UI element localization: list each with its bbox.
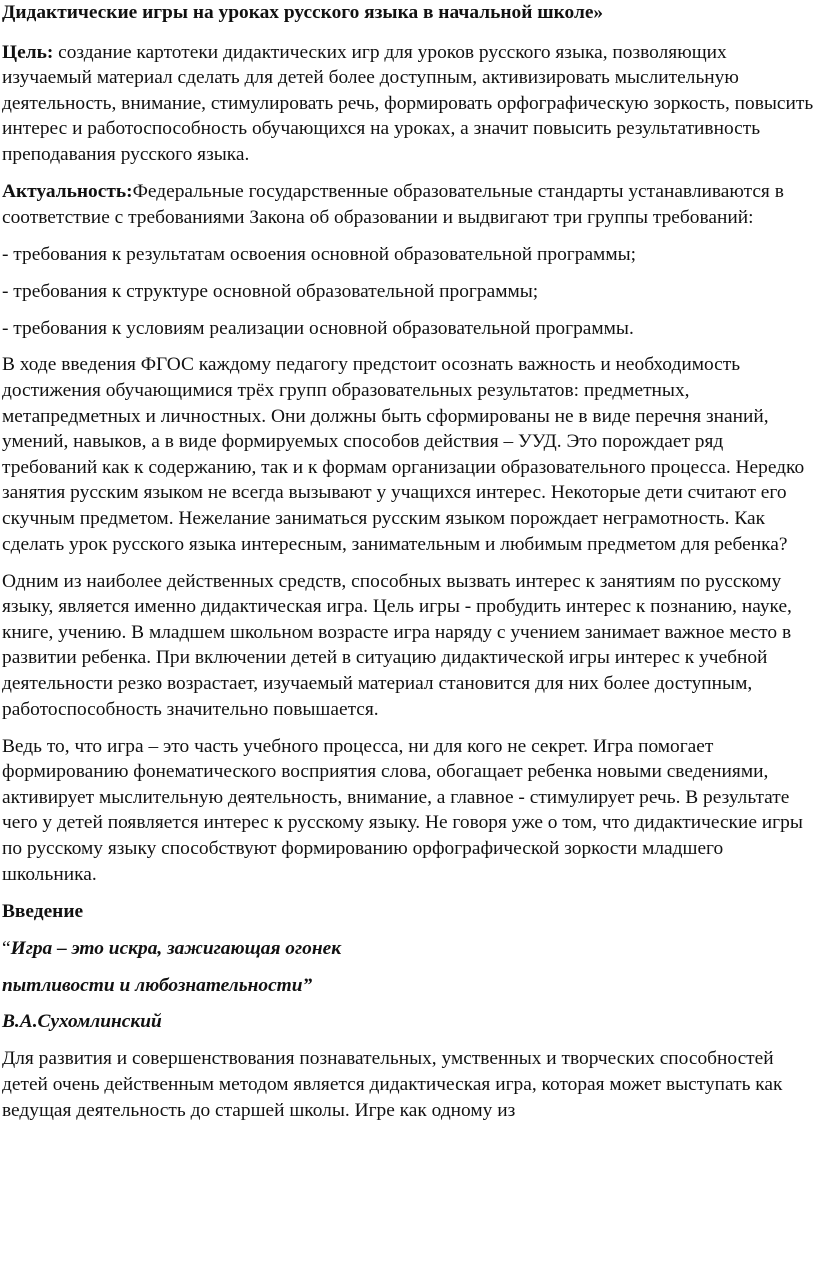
body-paragraph: Одним из наиболее действенных средств, способных вызвать интерес к занятиям по русскому языку, является именно дидактическая игра. Цель игры - пробудить интерес к познанию, науке, книге, учению. В младшем школьном возрасте игра наряду с учением занимает важное место в развитии ребенка. При включении детей в ситуацию дидактической игры интерес к учебной деятельности резко возрастает, изучаемый материал становится для них более доступным, работоспособность значительно повышается. — [2, 570, 792, 720]
requirement-item: - требования к условиям реализации основной образовательной программы. — [2, 317, 634, 339]
close-quote: ” — [302, 974, 313, 996]
goal-paragraph — [2, 40, 814, 168]
requirement-item: - требования к результатам освоения основной образовательной программы; — [2, 243, 637, 265]
final-paragraph: Для развития и совершенствования познавательных, умственных и творческих способностей детей очень действенным методом является дидактическая игра, которая может выступать как ведущая деятельность до старшей школы. Игре как одному из — [2, 1048, 783, 1121]
epigraph-author: В.А.Сухомлинский — [2, 1011, 162, 1033]
relevance-text: Федеральные государственные образовательные стандарты устанавливаются в соответствие с требованиями Закона об образовании и выдвигают три группы требований: — [2, 180, 784, 228]
epigraph-line-2 — [2, 973, 814, 999]
body-paragraph: В ходе введения ФГОС каждому педагогу предстоит осознать важность и необходимость достижения обучающимися трёх групп образовательных результатов: предметных, метапредметных и личностных. Они должны быть сформированы не в виде перечня знаний, умений, навыков, а в виде формируемых способов действия – УУД. Это порождает ряд требований как к содержанию, так и к формам организации образовательного процесса. Нередко занятия русским языком не всегда вызывают у учащихся интерес. Некоторые дети считают его скучным предметом. Нежелание заниматься русским языком порождает неграмотность. Как сделать урок русского языка интересным, занимательным и любимым предметом для ребенка? — [2, 354, 805, 555]
relevance-label: Актуальность: — [2, 180, 133, 202]
intro-heading: Введение — [2, 900, 84, 922]
requirement-item: - требования к структуре основной образовательной программы; — [2, 280, 539, 302]
relevance-paragraph — [2, 179, 814, 230]
body-paragraph: Ведь то, что игра – это часть учебного процесса, ни для кого не секрет. Игра помогает формированию фонематического восприятия слова, обогащает ребенка новыми сведениями, активирует мыслительную деятельность, внимание, а главное - стимулирует речь. В результате чего у детей появляется интерес к русскому языку. Не говоря уже о том, что дидактические игры по русскому языку способствуют формированию орфографической зоркости младшего школьника. — [2, 735, 803, 885]
epigraph-text-1: Игра – это искра, зажигающая огонек — [10, 937, 342, 959]
goal-text: создание картотеки дидактических игр для уроков русского языка, позволяющих изучаемый материал сделать для детей более доступным, активизировать мыслительную деятельность, внимание, стимулировать речь, формировать орфографическую зоркость, повысить интерес и работоспособность обучающихся на уроках, а значит повысить результативность преподавания русского языка. — [2, 41, 814, 165]
epigraph-line-1 — [2, 936, 814, 962]
open-quote: “ — [2, 937, 11, 959]
document-title: Дидактические игры на уроках русского языка в начальной школе» — [2, 2, 604, 23]
goal-label: Цель: — [2, 41, 54, 63]
epigraph-text-2: пытливости и любознательности — [2, 974, 303, 996]
